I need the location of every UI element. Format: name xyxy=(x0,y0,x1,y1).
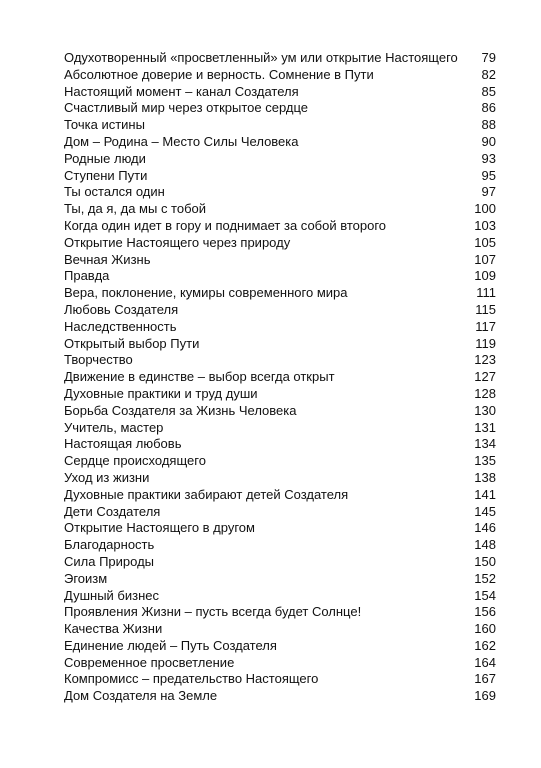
toc-entry-title: Абсолютное доверие и верность. Сомнение в Пути xyxy=(64,66,374,82)
toc-entry xyxy=(64,184,496,201)
toc-entry-page-number: 130 xyxy=(474,402,496,418)
toc-entry xyxy=(64,336,496,353)
toc-entry-title: Открытый выбор Пути xyxy=(64,335,200,351)
toc-entry xyxy=(64,302,496,319)
toc-entry-page-number: 119 xyxy=(475,335,496,351)
toc-entry-title: Эгоизм xyxy=(64,570,108,586)
toc-entry xyxy=(64,352,496,369)
toc-entry-title: Дом – Родина – Место Силы Человека xyxy=(64,133,299,149)
toc-entry-title: Наследственность xyxy=(64,318,177,334)
table-of-contents xyxy=(64,50,496,705)
toc-entry-page-number: 85 xyxy=(481,83,496,99)
toc-entry xyxy=(64,436,496,453)
toc-entry-page-number: 148 xyxy=(474,537,496,553)
toc-entry-title: Одухотворенный «просветленный» ум или открытие Настоящего xyxy=(64,50,458,65)
toc-entry xyxy=(64,386,496,403)
toc-entry-page-number: 152 xyxy=(474,570,496,586)
toc-entry xyxy=(64,117,496,134)
toc-entry xyxy=(64,285,496,302)
toc-entry-page-number: 111 xyxy=(476,285,496,301)
toc-entry xyxy=(64,50,496,67)
toc-entry-title: Дом Создателя на Земле xyxy=(64,688,218,704)
toc-entry-page-number: 117 xyxy=(475,318,496,334)
toc-entry xyxy=(64,621,496,638)
toc-entry-page-number: 123 xyxy=(474,352,496,368)
toc-entry xyxy=(64,554,496,571)
toc-entry xyxy=(64,67,496,84)
toc-entry xyxy=(64,84,496,101)
toc-entry-title: Борьба Создателя за Жизнь Человека xyxy=(64,402,297,418)
toc-entry xyxy=(64,638,496,655)
toc-entry-title: Ты остался один xyxy=(64,184,165,200)
toc-entry-page-number: 169 xyxy=(474,688,496,704)
toc-entry xyxy=(64,252,496,269)
toc-entry xyxy=(64,268,496,285)
toc-entry xyxy=(64,655,496,672)
toc-entry xyxy=(64,470,496,487)
toc-entry-title: Проявления Жизни – пусть всегда будет Солнце! xyxy=(64,604,362,620)
toc-entry xyxy=(64,235,496,252)
toc-entry-page-number: 146 xyxy=(474,520,496,536)
toc-entry-title: Открытие Настоящего в другом xyxy=(64,520,255,536)
toc-entry xyxy=(64,504,496,521)
toc-entry xyxy=(64,319,496,336)
toc-entry-title: Настоящая любовь xyxy=(64,436,182,452)
toc-entry-title: Дети Создателя xyxy=(64,503,161,519)
toc-entry-page-number: 128 xyxy=(474,385,496,401)
toc-entry xyxy=(64,168,496,185)
toc-entry xyxy=(64,134,496,151)
toc-entry-title: Правда xyxy=(64,268,110,284)
toc-entry-title: Компромисс – предательство Настоящего xyxy=(64,671,319,687)
toc-entry-title: Счастливый мир через открытое сердце xyxy=(64,100,308,116)
toc-entry-page-number: 100 xyxy=(474,201,496,217)
toc-entry-title: Единение людей – Путь Создателя xyxy=(64,637,277,653)
toc-entry-title: Сила Природы xyxy=(64,553,155,569)
toc-entry-page-number: 109 xyxy=(474,268,496,284)
toc-entry-page-number: 160 xyxy=(474,621,496,637)
toc-entry-title: Учитель, мастер xyxy=(64,419,164,435)
toc-entry-title: Ступени Пути xyxy=(64,167,148,183)
toc-entry-page-number: 103 xyxy=(474,217,496,233)
toc-entry-title: Современное просветление xyxy=(64,654,235,670)
toc-entry xyxy=(64,403,496,420)
toc-entry-page-number: 90 xyxy=(481,133,496,149)
toc-entry-title: Сердце происходящего xyxy=(64,453,206,469)
toc-entry-page-number: 86 xyxy=(481,100,496,116)
toc-entry xyxy=(64,453,496,470)
toc-entry-title: Когда один идет в гору и поднимает за собой второго xyxy=(64,217,387,233)
toc-entry-page-number: 131 xyxy=(474,419,496,435)
toc-entry xyxy=(64,218,496,235)
toc-entry xyxy=(64,487,496,504)
toc-entry-title: Духовные практики забирают детей Создателя xyxy=(64,486,349,502)
toc-entry-page-number: 156 xyxy=(474,604,496,620)
toc-entry-page-number: 167 xyxy=(474,671,496,687)
toc-entry-page-number: 154 xyxy=(474,587,496,603)
toc-entry xyxy=(64,520,496,537)
toc-entry-page-number: 145 xyxy=(474,503,496,519)
toc-entry-title: Творчество xyxy=(64,352,133,368)
toc-entry-title: Настоящий момент – канал Создателя xyxy=(64,83,299,99)
toc-entry-title: Движение в единстве – выбор всегда открыт xyxy=(64,369,335,385)
toc-entry-page-number: 164 xyxy=(474,654,496,670)
toc-entry xyxy=(64,671,496,688)
toc-entry-page-number: 107 xyxy=(474,251,496,267)
toc-entry-page-number: 93 xyxy=(481,150,496,166)
toc-entry-page-number: 82 xyxy=(481,66,496,82)
toc-entry-title: Открытие Настоящего через природу xyxy=(64,234,291,250)
toc-entry xyxy=(64,571,496,588)
toc-entry-page-number: 115 xyxy=(475,301,496,317)
toc-entry-title: Вера, поклонение, кумиры современного мира xyxy=(64,285,348,301)
toc-entry xyxy=(64,151,496,168)
toc-entry xyxy=(64,604,496,621)
toc-entry-title: Любовь Создателя xyxy=(64,301,179,317)
toc-entry-page-number: 162 xyxy=(474,637,496,653)
toc-entry-page-number: 79 xyxy=(481,50,496,65)
toc-entry-page-number: 127 xyxy=(474,369,496,385)
toc-entry-page-number: 138 xyxy=(474,469,496,485)
toc-entry-page-number: 134 xyxy=(474,436,496,452)
toc-entry-title: Душный бизнес xyxy=(64,587,159,603)
toc-entry-page-number: 135 xyxy=(474,453,496,469)
toc-entry-title: Духовные практики и труд души xyxy=(64,385,258,401)
toc-entry xyxy=(64,537,496,554)
toc-entry-title: Вечная Жизнь xyxy=(64,251,151,267)
toc-entry-title: Родные люди xyxy=(64,150,146,166)
toc-entry-page-number: 141 xyxy=(474,486,496,502)
toc-entry xyxy=(64,688,496,705)
toc-entry xyxy=(64,100,496,117)
toc-entry-title: Благодарность xyxy=(64,537,155,553)
toc-entry-page-number: 105 xyxy=(474,234,496,250)
toc-entry-title: Точка истины xyxy=(64,117,145,133)
toc-entry-title: Качества Жизни xyxy=(64,621,163,637)
toc-entry-page-number: 95 xyxy=(481,167,496,183)
toc-entry xyxy=(64,369,496,386)
toc-entry-title: Уход из жизни xyxy=(64,469,150,485)
toc-entry xyxy=(64,420,496,437)
toc-entry-page-number: 97 xyxy=(481,184,496,200)
toc-entry-title: Ты, да я, да мы с тобой xyxy=(64,201,207,217)
toc-entry xyxy=(64,588,496,605)
toc-entry-page-number: 88 xyxy=(481,117,496,133)
toc-entry-page-number: 150 xyxy=(474,553,496,569)
toc-entry xyxy=(64,201,496,218)
